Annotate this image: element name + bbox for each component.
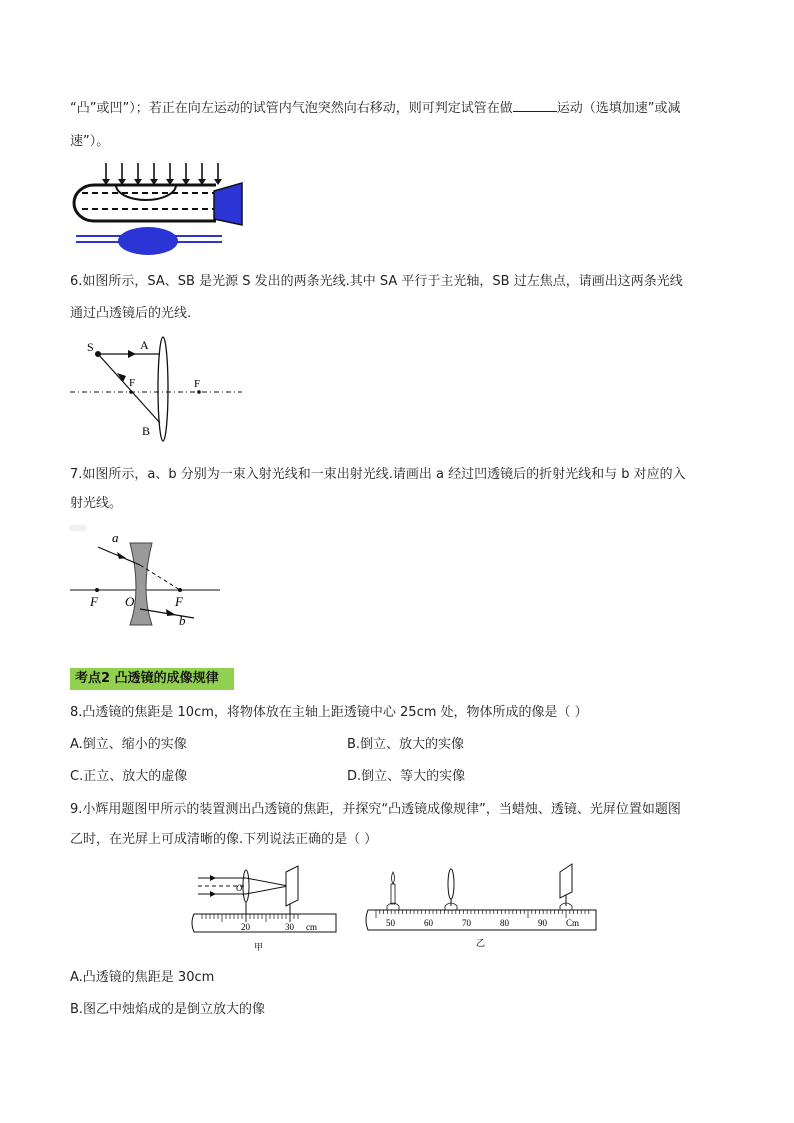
- left-focus-point: [129, 390, 133, 394]
- q5-line2: 速”）。: [70, 134, 110, 149]
- tick-label-50: 50: [386, 918, 395, 928]
- concave-lens-figure: [70, 525, 220, 629]
- q8-option-b: B.倒立、放大的实像: [347, 737, 465, 752]
- label-b: b: [179, 613, 186, 628]
- tick-label-60: 60: [424, 918, 433, 928]
- label-f-left: F: [90, 594, 98, 609]
- concave-lens: [130, 543, 152, 625]
- label-f-right: F: [194, 378, 201, 390]
- light-screen: [286, 866, 298, 906]
- convex-lens-figure: [70, 335, 245, 447]
- tick-label-30: 30: [285, 922, 294, 932]
- q8-stem: 8.凸透镜的焦距是 10cm，将物体放在主轴上距透镜中心 25cm 处，物体所成的像是（ ）: [70, 705, 588, 720]
- q6-line1: 6.如图所示，SA、SB 是光源 S 发出的两条光线.其中 SA 平行于主光轴，SB 过左焦点，请画出这两条光线: [70, 274, 683, 289]
- q9-line1: 9.小辉用题图甲所示的装置测出凸透镜的焦距，并探究“凸透镜成像规律”，当蜡烛、透镜、光屏位置如题图: [70, 802, 681, 817]
- convex-lens: [158, 337, 168, 441]
- left-focus-point: [95, 588, 99, 592]
- q9-option-b: B.图乙中烛焰成的是倒立放大的像: [70, 1002, 266, 1017]
- label-f-left: F: [129, 377, 136, 389]
- section-heading: 考点2 凸透镜的成像规律: [70, 668, 234, 690]
- label-o: O: [125, 594, 135, 609]
- convex-lens: [448, 869, 454, 899]
- q8-option-a: A.倒立、缩小的实像: [70, 737, 187, 752]
- label-s: S: [87, 340, 94, 354]
- light-screen: [560, 864, 572, 898]
- tick-label-90: 90: [538, 918, 547, 928]
- candle: [391, 884, 395, 904]
- q5-line1: [70, 99, 680, 118]
- tick-label-20: 20: [241, 922, 250, 932]
- label-a: A: [140, 338, 149, 352]
- right-focus-point: [178, 588, 182, 592]
- tick-label-70: 70: [462, 918, 471, 928]
- q9-line2: 乙时，在光屏上可成清晰的像.下列说法正确的是（ ）: [70, 832, 378, 847]
- q5-answer-blank: [513, 99, 557, 112]
- test-tube-figure: [72, 163, 248, 259]
- q7-line1: 7.如图所示，a、b 分别为一束入射光线和一束出射光线.请画出 a 经过凹透镜后的折射光线和与 b 对应的入: [70, 467, 686, 482]
- label-o: O: [236, 883, 243, 893]
- candle-flame: [392, 872, 395, 884]
- q8-option-c: C.正立、放大的虚像: [70, 769, 188, 784]
- image-artifact: [70, 525, 86, 531]
- figure-caption-jia: 甲: [254, 942, 264, 952]
- label-b: B: [142, 424, 151, 438]
- tick-label-80: 80: [500, 918, 509, 928]
- label-a: a: [112, 530, 119, 545]
- q5-line1-a: “凸”或凹”）；若正在向左运动的试管内气泡突然向右移动，则可判定试管在做: [70, 101, 513, 116]
- q5-line1-b: 运动（选填加速”或减: [556, 101, 681, 116]
- optical-bench-ruler: [366, 910, 596, 930]
- label-f-right: F: [175, 594, 183, 609]
- imaging-setup-figure: [364, 862, 600, 956]
- focal-length-setup-figure: [190, 862, 338, 956]
- right-focus-point: [197, 390, 201, 394]
- tick-label-cm: Cm: [566, 918, 580, 928]
- figure-caption-yi: 乙: [476, 938, 486, 948]
- q6-line2: 通过凸透镜后的光线.: [70, 306, 192, 321]
- q8-option-d: D.倒立、等大的实像: [347, 769, 466, 784]
- tick-label-cm: cm: [306, 922, 317, 932]
- q7-line2: 射光线。: [70, 496, 123, 511]
- q9-option-a: A.凸透镜的焦距是 30cm: [70, 970, 215, 985]
